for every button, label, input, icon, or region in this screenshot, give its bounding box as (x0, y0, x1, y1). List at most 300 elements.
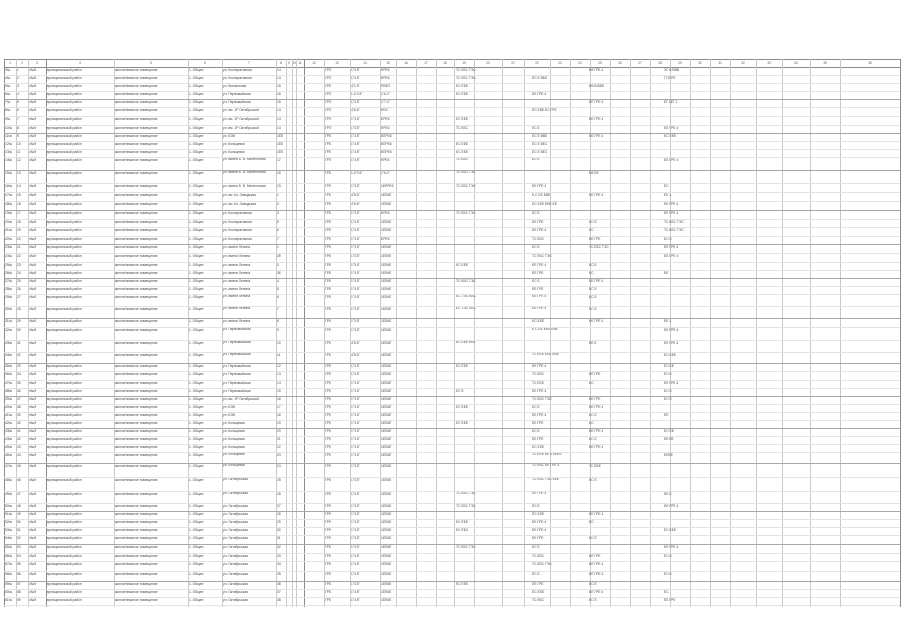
table-cell[interactable]: 1"3.5" (351, 598, 360, 602)
table-cell[interactable]: 1. Общее (189, 254, 204, 258)
table-cell[interactable]: муниципальный район (47, 364, 82, 368)
table-cell[interactable]: 1ЕЕ6Е (381, 437, 392, 441)
table-cell[interactable]: 4№9 (29, 562, 37, 566)
table-cell[interactable]: 49 (17, 512, 21, 516)
table-cell[interactable]: 1"3.5" (351, 413, 360, 417)
table-cell[interactable]: 4№9 (29, 117, 37, 121)
table-cell[interactable]: 32№ (5, 328, 13, 332)
table-cell[interactable]: 1ЕЕ6Е (381, 397, 392, 401)
table-cell[interactable]: муниципальный район (47, 117, 82, 121)
table-cell[interactable]: ЕЕ ГРЕ 4 (532, 364, 547, 368)
column-header[interactable]: 22 (535, 61, 539, 65)
table-cell[interactable]: ГРЕ (325, 341, 332, 345)
table-cell[interactable]: ЕС Е (532, 429, 540, 433)
table-cell[interactable]: 39№ (5, 397, 13, 401)
table-cell[interactable]: ул. имени Б. В. Мелентьева (223, 184, 266, 188)
column-header[interactable]: 10 (292, 61, 296, 65)
table-cell[interactable]: ГРП (325, 76, 332, 80)
table-cell[interactable]: жилое/нежилое помещение (115, 536, 158, 540)
table-cell[interactable]: 16 (277, 92, 281, 96)
table-cell[interactable]: ул. им. 1Р Октябрьской (223, 117, 259, 121)
table-cell[interactable]: ЕС Е (589, 478, 597, 482)
table-cell[interactable]: 1 (277, 193, 279, 197)
table-cell[interactable]: 1ЕЕ6Е (381, 372, 392, 376)
table-cell[interactable]: ЕЕЕЕ (664, 453, 673, 457)
table-cell[interactable]: ЕС (589, 381, 594, 385)
table-cell[interactable]: ЕЕ ГРЕ (589, 554, 601, 558)
table-cell[interactable]: 1"3.5" (351, 562, 360, 566)
table-cell[interactable]: муниципальный район (47, 126, 82, 130)
table-cell[interactable]: ГРЕ (325, 405, 332, 409)
table-cell[interactable]: ГРЕ (325, 429, 332, 433)
table-cell[interactable]: жилое/нежилое помещение (115, 405, 158, 409)
table-cell[interactable]: ЕЕ ГРЕ 4 (664, 545, 679, 549)
table-cell[interactable]: 35 (277, 572, 281, 576)
table-cell[interactable]: 49№ (5, 492, 13, 496)
table-cell[interactable]: 44№ (5, 437, 13, 441)
table-cell[interactable]: 1. Общее (189, 307, 204, 311)
table-cell[interactable]: 4№9 (29, 582, 37, 586)
table-cell[interactable]: жилое/нежилое помещение (115, 545, 158, 549)
table-cell[interactable]: муниципальный район (47, 397, 82, 401)
table-cell[interactable]: 1. Общее (189, 504, 204, 508)
table-cell[interactable]: ЕС Е (589, 307, 597, 311)
table-cell[interactable]: ТС ЕБС ТЭС (456, 68, 476, 72)
column-header[interactable]: 27 (638, 61, 642, 65)
table-cell[interactable]: 1"3.5" (351, 520, 360, 524)
table-cell[interactable]: жилое/нежилое помещение (115, 445, 158, 449)
column-header[interactable]: 17 (424, 61, 428, 65)
table-cell[interactable]: ЕЕ 1 (664, 319, 672, 323)
table-cell[interactable]: ГРЕ (325, 413, 332, 417)
table-cell[interactable]: 1. Общее (189, 413, 204, 417)
column-header[interactable]: 14 (363, 61, 367, 65)
table-cell[interactable]: 14 (277, 381, 281, 385)
table-cell[interactable]: ул. Октябрьская (223, 554, 248, 558)
table-cell[interactable]: ЕС ЕЕЕ (456, 92, 469, 96)
column-header[interactable]: 20 (486, 61, 490, 65)
table-cell[interactable]: муниципальный район (47, 202, 82, 206)
column-header[interactable]: 4 (79, 61, 81, 65)
table-cell[interactable]: ЕС ЕБС (456, 528, 469, 532)
table-cell[interactable]: 1. Общее (189, 184, 204, 188)
table-cell[interactable]: 1. Общее (189, 341, 204, 345)
table-cell[interactable]: ЕРЕ6 (381, 68, 390, 72)
table-cell[interactable]: 1"3.5" (351, 528, 360, 532)
table-cell[interactable]: 4№9 (29, 353, 37, 357)
table-cell[interactable]: 1. Общее (189, 429, 204, 433)
table-cell[interactable]: ГРЕ (325, 520, 332, 524)
table-cell[interactable]: ТС ЕЕЕ ЕЕ 4 ЕЕЕЕ (532, 453, 562, 456)
table-cell[interactable]: ул. Кольцевая (223, 453, 245, 456)
table-cell[interactable]: ГРЕ (325, 150, 332, 154)
table-cell[interactable]: 1. Общее (189, 237, 204, 241)
table-cell[interactable]: 40 (17, 421, 21, 425)
table-cell[interactable]: 1ЕЕ6Е (381, 271, 392, 275)
table-cell[interactable]: ЕЕ ГРЕ 4 (664, 202, 679, 206)
table-cell[interactable]: муниципальный район (47, 171, 82, 175)
table-cell[interactable]: 21 (17, 245, 21, 249)
table-cell[interactable]: 5 (277, 220, 279, 224)
column-header[interactable]: 5 (150, 61, 152, 65)
table-cell[interactable]: ЕЕ4" (381, 108, 389, 112)
table-cell[interactable]: ГРЕ (325, 328, 332, 332)
table-cell[interactable]: жилое/нежилое помещение (115, 126, 158, 130)
table-cell[interactable]: 1. Общее (189, 554, 204, 558)
table-cell[interactable]: 1"3.5" (351, 437, 360, 441)
table-cell[interactable]: 34 (277, 562, 281, 566)
table-cell[interactable]: 4№9 (29, 421, 37, 425)
table-cell[interactable]: 8 (277, 319, 279, 323)
table-cell[interactable]: 1. Общее (189, 220, 204, 224)
table-cell[interactable]: 37№ (5, 381, 13, 385)
table-cell[interactable]: ЕЕ ГРЕ 4 (589, 512, 604, 516)
table-cell[interactable]: жилое/нежилое помещение (115, 319, 158, 323)
table-cell[interactable]: 28№ (5, 287, 13, 291)
table-cell[interactable]: 35№ (5, 364, 13, 368)
table-cell[interactable]: 1"3.5" (351, 287, 360, 291)
table-cell[interactable]: ГРП (325, 117, 332, 121)
table-cell[interactable]: ГРЕ (325, 254, 332, 258)
table-cell[interactable]: ТС ЕБС (456, 158, 469, 161)
table-cell[interactable]: 23 (17, 263, 21, 267)
table-cell[interactable]: 4№9 (29, 554, 37, 558)
table-cell[interactable]: ул. имени Ленина (223, 307, 251, 310)
table-cell[interactable]: ЕЕРЕ6 (381, 150, 392, 154)
table-cell[interactable]: 38 (277, 598, 281, 602)
table-cell[interactable]: 1ЕЕ6Е (381, 445, 392, 449)
table-cell[interactable]: ГРЕ (325, 245, 332, 249)
column-header[interactable]: 33 (767, 61, 771, 65)
table-cell[interactable]: ГРЕ (325, 478, 332, 482)
table-cell[interactable]: ГРЕ (325, 389, 332, 393)
table-cell[interactable]: ТС ЕБС ТЭС (456, 171, 476, 174)
table-cell[interactable]: 1. Общее (189, 582, 204, 586)
table-cell[interactable]: 1ЕЕ6Е (381, 245, 392, 249)
table-cell[interactable]: ГРЕ (325, 536, 332, 540)
table-cell[interactable]: муниципальный район (47, 528, 82, 532)
column-header[interactable]: 28 (658, 61, 662, 65)
table-cell[interactable]: 25 (277, 478, 281, 482)
table-cell[interactable]: 1"3.5" (351, 381, 360, 385)
table-cell[interactable]: ул. Октябрьская (223, 512, 248, 516)
table-cell[interactable]: муниципальный район (47, 464, 82, 468)
table-cell[interactable]: 43№ (5, 429, 13, 433)
table-cell[interactable]: ТС ЕБС ТЭС (664, 228, 684, 232)
table-cell[interactable]: 35 (17, 381, 21, 385)
table-cell[interactable]: 25 (17, 279, 21, 283)
table-cell[interactable]: ЕГ 1ЕГ 1 (664, 100, 678, 104)
table-cell[interactable]: ЕВ В ВВЕ (589, 84, 605, 88)
table-cell[interactable]: 1"3.5" (351, 245, 360, 249)
table-cell[interactable]: муниципальный район (47, 445, 82, 449)
table-cell[interactable]: 5№ (5, 84, 11, 88)
table-cell[interactable]: ЕС ЕЕЕ (456, 520, 469, 524)
column-header[interactable]: 32 (741, 61, 745, 65)
table-cell[interactable]: 8 (17, 126, 19, 130)
table-cell[interactable]: 1"3.5" (351, 445, 360, 449)
table-cell[interactable]: ЕЕ ГРЕ 4 (589, 134, 604, 138)
table-cell[interactable]: ЕЕ ГРЕ 4 (664, 328, 679, 332)
table-cell[interactable]: ЕЕ ГРЕ 4 (532, 520, 547, 524)
table-cell[interactable]: 4№9 (29, 504, 37, 508)
table-cell[interactable]: 29№ (5, 295, 13, 299)
table-cell[interactable]: 22№ (5, 237, 13, 241)
table-cell[interactable]: 6 (277, 228, 279, 232)
table-cell[interactable]: ГРЕ (325, 211, 332, 215)
table-cell[interactable]: жилое/нежилое помещение (115, 381, 158, 385)
table-cell[interactable]: ул. имени Ленина (223, 295, 251, 298)
table-cell[interactable]: жилое/нежилое помещение (115, 364, 158, 368)
table-cell[interactable]: 1. Общее (189, 478, 204, 482)
table-cell[interactable]: жилое/нежилое помещение (115, 464, 158, 468)
table-cell[interactable]: 1ЕЕ6Е (381, 287, 392, 291)
table-cell[interactable]: 1ЕЕ6Е (381, 413, 392, 417)
table-cell[interactable]: муниципальный район (47, 211, 82, 215)
table-cell[interactable]: жилое/нежилое помещение (115, 598, 158, 602)
table-cell[interactable]: ЕЕ ГРЕ 4 (589, 319, 604, 323)
table-cell[interactable]: 14 (17, 184, 21, 188)
table-cell[interactable]: ул. Октябрьская (223, 478, 248, 481)
table-cell[interactable]: ул. Кольцевая (223, 142, 245, 146)
table-cell[interactable]: ЕЕ ГРЕ 4 (664, 381, 679, 385)
table-cell[interactable]: 15 (277, 84, 281, 88)
table-cell[interactable]: ТС ЕБС ТЭС (664, 220, 684, 224)
table-cell[interactable]: РЕ6Я (381, 84, 390, 88)
table-cell[interactable]: 9 (277, 328, 279, 332)
table-cell[interactable]: ЕЕ ГРЕ (532, 287, 544, 291)
table-cell[interactable]: 56№ (5, 554, 13, 558)
table-cell[interactable]: ЕЕ ГРЕ 4 (532, 184, 547, 188)
table-cell[interactable]: 1"3.5" (351, 237, 360, 241)
table-cell[interactable]: ул. Октябрьская (223, 598, 248, 602)
table-cell[interactable]: 55 (17, 562, 21, 566)
table-cell[interactable]: ул. Кооперативная (223, 68, 252, 72)
table-cell[interactable]: муниципальный район (47, 554, 82, 558)
table-cell[interactable]: 1. Общее (189, 353, 204, 357)
table-cell[interactable]: 1"3.5" (351, 554, 360, 558)
table-cell[interactable]: муниципальный район (47, 598, 82, 602)
table-cell[interactable]: 4 (17, 92, 19, 96)
table-cell[interactable]: ЕЕ ГРЕ 4 (532, 263, 547, 267)
table-cell[interactable]: ЕРЕ6 (381, 76, 390, 80)
table-cell[interactable]: 1"3.5" (351, 545, 360, 549)
table-cell[interactable]: 4№9 (29, 572, 37, 576)
table-cell[interactable]: ЕРЕ6 (381, 237, 390, 241)
table-cell[interactable]: ЕС ЕЕ (664, 429, 674, 433)
table-cell[interactable]: жилое/нежилое помещение (115, 328, 158, 332)
table-cell[interactable]: ЕЕ ГРЕ 4 (589, 572, 604, 576)
table-cell[interactable]: ГРЕ (325, 237, 332, 241)
table-cell[interactable]: муниципальный район (47, 437, 82, 441)
table-cell[interactable]: 21№ (5, 228, 13, 232)
table-cell[interactable]: 4№9 (29, 590, 37, 594)
table-cell[interactable]: муниципальный район (47, 492, 82, 496)
column-header[interactable]: 30 (698, 61, 702, 65)
table-cell[interactable]: ул. Октябрьская (223, 562, 248, 566)
table-cell[interactable]: ЕЕ ГРЕ 4 (589, 562, 604, 566)
table-cell[interactable]: ЕС Е (532, 279, 540, 283)
table-cell[interactable]: ЕС Е (589, 437, 597, 441)
table-cell[interactable]: ул. Первомайская (223, 92, 251, 96)
table-cell[interactable]: муниципальный район (47, 341, 82, 345)
table-cell[interactable]: жилое/нежилое помещение (115, 142, 158, 146)
table-cell[interactable]: 26№ (5, 271, 13, 275)
table-cell[interactable]: ГРЕ (325, 171, 332, 175)
table-cell[interactable]: 15 (277, 389, 281, 393)
table-cell[interactable]: ГРЕ (325, 464, 332, 468)
table-cell[interactable]: ЕЕ ГРЕ 4 (532, 92, 547, 96)
column-header[interactable]: 36 (868, 61, 872, 65)
table-cell[interactable]: ул. Октябрьская (223, 504, 248, 508)
table-cell[interactable]: ЕС Е (456, 389, 464, 393)
table-cell[interactable]: ул. имени Б. В. Мелентьева (223, 158, 266, 161)
table-cell[interactable]: ул. им. 1Р Октябрьской (223, 126, 259, 130)
table-cell[interactable]: 1ЕЕ6Е (381, 228, 392, 232)
table-cell[interactable]: 16№ (5, 184, 13, 188)
table-cell[interactable]: 1ЕЕ6Е (381, 319, 392, 323)
table-cell[interactable]: ГРП (325, 100, 332, 104)
table-cell[interactable]: 27 (17, 295, 21, 299)
table-cell[interactable]: 25№ (5, 263, 13, 267)
table-cell[interactable]: 4№9 (29, 429, 37, 433)
table-cell[interactable]: 52№ (5, 520, 13, 524)
table-cell[interactable]: 4№9 (29, 598, 37, 602)
table-cell[interactable]: 13 (17, 171, 21, 175)
table-cell[interactable]: ул. Кольцевая (223, 464, 245, 467)
table-cell[interactable]: 13№ (5, 150, 13, 154)
table-cell[interactable]: ЕЕ ГРЕ 4 (589, 193, 604, 197)
table-cell[interactable]: жилое/нежилое помещение (115, 158, 158, 162)
table-cell[interactable]: 36 (17, 389, 21, 393)
table-cell[interactable]: муниципальный район (47, 150, 82, 154)
column-header[interactable]: 11 (298, 61, 302, 65)
table-cell[interactable]: 4№9 (29, 171, 37, 175)
table-cell[interactable]: ул. Октябрьская (223, 572, 248, 576)
table-cell[interactable]: жилое/нежилое помещение (115, 478, 158, 482)
table-cell[interactable]: муниципальный район (47, 328, 82, 332)
table-cell[interactable]: ЕЕ ГРЕ (532, 220, 544, 224)
table-cell[interactable]: 10 (17, 142, 21, 146)
table-cell[interactable]: 20 (277, 429, 281, 433)
table-cell[interactable]: 4№9 (29, 150, 37, 154)
table-cell[interactable]: 36 (277, 582, 281, 586)
table-cell[interactable]: ГРЕ (325, 353, 332, 357)
table-cell[interactable]: 4№9 (29, 279, 37, 283)
table-cell[interactable]: ул. имени Ленина (223, 245, 251, 249)
table-cell[interactable]: 5 (17, 100, 19, 104)
table-cell[interactable]: 37 (277, 590, 281, 594)
table-cell[interactable]: ЕС Е (589, 220, 597, 224)
table-cell[interactable]: 1"3.5" (351, 405, 360, 409)
table-cell[interactable]: ул. Октябрьская (223, 545, 248, 549)
table-cell[interactable]: муниципальный район (47, 590, 82, 594)
table-cell[interactable]: 1"3.5" (351, 364, 360, 368)
table-cell[interactable]: 40№ (5, 405, 13, 409)
table-cell[interactable]: 58№ (5, 572, 13, 576)
table-cell[interactable]: 4№9 (29, 341, 37, 345)
table-cell[interactable]: ЕС ЕЕЕ (532, 445, 545, 449)
table-cell[interactable]: 4№9 (29, 536, 37, 540)
table-cell[interactable]: 1. Общее (189, 245, 204, 249)
table-cell[interactable]: ГРЕ (325, 590, 332, 594)
table-cell[interactable]: 16 (277, 100, 281, 104)
table-cell[interactable]: 1. Общее (189, 372, 204, 376)
table-cell[interactable]: жилое/нежилое помещение (115, 389, 158, 393)
table-cell[interactable]: 58 (17, 590, 21, 594)
table-cell[interactable]: 16 (17, 202, 21, 206)
column-header[interactable]: 15 (386, 61, 390, 65)
table-cell[interactable]: ЕЕ ЕЕ (664, 437, 674, 441)
table-cell[interactable]: 45№ (5, 445, 13, 449)
table-cell[interactable]: муниципальный район (47, 279, 82, 283)
table-cell[interactable]: ул. КЭВ (223, 134, 235, 138)
table-cell[interactable]: 1 (17, 68, 19, 72)
table-cell[interactable]: 1ЕЕ6Е (381, 353, 392, 357)
table-cell[interactable]: ЕС ЕВЕ ЕС ГРЕ (532, 108, 557, 112)
table-cell[interactable]: муниципальный район (47, 100, 82, 104)
table-cell[interactable]: 4№9 (29, 220, 37, 224)
table-cell[interactable]: муниципальный район (47, 142, 82, 146)
table-cell[interactable]: 3№ (5, 68, 11, 72)
table-cell[interactable]: ТС ЕБС ТЭС (532, 254, 552, 258)
table-cell[interactable]: 1ЕЕ6Е (381, 254, 392, 258)
table-cell[interactable]: ЕЕ ГРЕ 4 (664, 126, 679, 130)
table-cell[interactable]: 1ЕЕ6Е (381, 512, 392, 516)
table-cell[interactable]: жилое/нежилое помещение (115, 108, 158, 112)
table-cell[interactable]: муниципальный район (47, 421, 82, 425)
table-cell[interactable]: ЕЕРЕ6 (381, 134, 392, 138)
table-cell[interactable]: ул. Вокзальная (223, 84, 247, 88)
table-cell[interactable]: ГРП (325, 108, 332, 112)
table-cell[interactable]: жилое/нежилое помещение (115, 228, 158, 232)
column-header[interactable]: 2 (21, 61, 23, 65)
table-cell[interactable]: 1. Общее (189, 193, 204, 197)
table-cell[interactable]: 1"3.5" (351, 504, 360, 508)
table-cell[interactable]: ЕС (589, 520, 594, 524)
table-cell[interactable]: ЕС Е (589, 536, 597, 540)
table-cell[interactable]: ул. Октябрьская (223, 520, 248, 524)
table-cell[interactable]: муниципальный район (47, 263, 82, 267)
table-cell[interactable]: ГРЕ (325, 142, 332, 146)
column-header[interactable]: 26 (618, 61, 622, 65)
table-cell[interactable]: 33№ (5, 341, 13, 345)
table-cell[interactable]: жилое/нежилое помещение (115, 134, 158, 138)
table-cell[interactable]: 1ЕЕРЕ6 (381, 184, 394, 188)
table-cell[interactable]: 4 (277, 279, 279, 283)
table-cell[interactable]: муниципальный район (47, 372, 82, 376)
table-cell[interactable]: 1"3.5" (351, 211, 360, 215)
table-cell[interactable]: 2 (277, 202, 279, 206)
table-cell[interactable]: жилое/нежилое помещение (115, 295, 158, 299)
table-cell[interactable]: ЕС ЕЕЕ (456, 405, 469, 409)
table-cell[interactable]: жилое/нежилое помещение (115, 353, 158, 357)
table-cell[interactable]: 4№9 (29, 134, 37, 138)
table-cell[interactable]: 4№9 (29, 445, 37, 449)
table-cell[interactable]: 1"3.5" (351, 478, 360, 482)
table-cell[interactable]: 4№9 (29, 389, 37, 393)
table-cell[interactable]: 12 (17, 158, 21, 162)
table-cell[interactable]: ГРЕ (325, 307, 332, 311)
table-cell[interactable]: ЕЕ ГРЕ (589, 237, 601, 241)
table-cell[interactable]: ул. Первомайская (223, 389, 251, 393)
table-cell[interactable]: 11 (17, 150, 21, 154)
table-cell[interactable]: ул. Кооперативная (223, 211, 252, 215)
table-cell[interactable]: 2 (17, 76, 19, 80)
column-header[interactable]: 18 (443, 61, 447, 65)
table-cell[interactable]: ул. имени Ленина (223, 254, 251, 258)
table-cell[interactable]: 4"8.5" (351, 108, 360, 112)
